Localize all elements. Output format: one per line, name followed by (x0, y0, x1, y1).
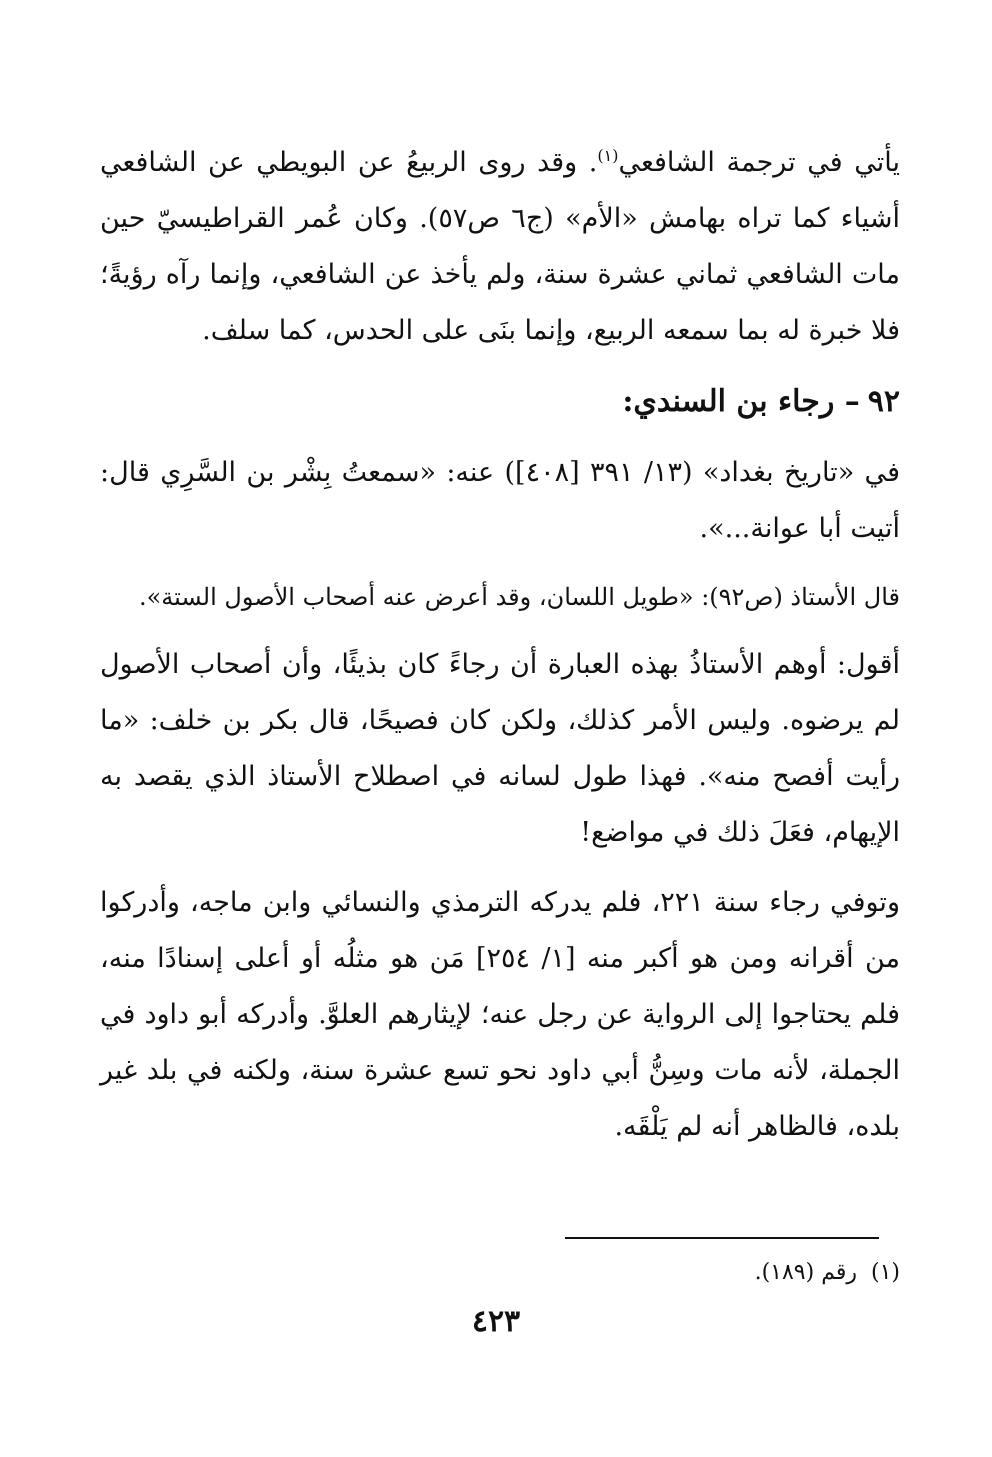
heading-dash: – (844, 384, 860, 419)
paragraph-3-quote: قال الأستاذ (ص٩٢): «طويل اللسان، وقد أعرض عنه أصحاب الأصول الستة». (138, 583, 900, 611)
page-number: ٤٢٣ (471, 1304, 521, 1339)
paragraph-1 (100, 135, 900, 359)
footnote-marker: (١) (870, 1260, 900, 1285)
page-body (100, 135, 900, 1169)
footnote (755, 1256, 900, 1290)
section-number: ٩٢ (867, 384, 900, 419)
paragraph-4: أقول: أوهم الأستاذُ بهذه العبارة أن رجاءً كان بذيئًا، وأن أصحاب الأصول لم يرضوه. وليس الأمر كذلك، ولكن كان فصيحًا، قال بكر بن خلف: «ما رأيت أفصح منه». فهذا طول لسانه في اصطلاح الأستاذ الذي يقصد به الإيهام، فعَلَ ذلك في مواضع! (100, 649, 900, 848)
section-title: رجاء بن السندي: (622, 384, 835, 419)
footnote-reference[interactable]: (١) (597, 146, 619, 165)
footnote-text: رقم (١٨٩). (754, 1260, 857, 1285)
paragraph-1-rest: . وقد روى الربيعُ عن البويطي عن الشافعي أشياء كما تراه بهامش «الأم» (ج٦ ص٥٧). وكان عُمر القراطيسيّ حين مات الشافعي ثماني عشرة سنة، ولم يأخذ عن الشافعي، وإنما رآه رؤيةً؛ فلا خبرة له بما سمعه الربيع، وإنما بنَى على الحدس، كما سلف. (100, 147, 900, 346)
paragraph-1-start: يأتي في ترجمة الشافعي (618, 147, 900, 178)
footnote-divider (565, 1237, 879, 1239)
paragraph-2: في «تاريخ بغداد» (١٣/ ٣٩١ [٤٠٨]) عنه: «سمعتُ بِشْر بن السَّرِي قال: أتيت أبا عوانة...». (100, 457, 900, 544)
paragraph-5: وتوفي رجاء سنة ٢٢١، فلم يدركه الترمذي والنسائي وابن ماجه، وأدركوا من أقرانه ومن هو أكبر منه [١/ ٢٥٤] مَن هو مثلُه أو أعلى إسنادًا منه، فلم يحتاجوا إلى الرواية عن رجل عنه؛ لإيثارهم العلوَّ. وأدركه أبو داود في الجملة، لأنه مات وسِنُّ أبي داود نحو تسع عشرة سنة، ولكنه في بلد غير بلده، فالظاهر أنه لم يَلْقَه. (100, 887, 900, 1142)
section-heading (100, 373, 900, 431)
